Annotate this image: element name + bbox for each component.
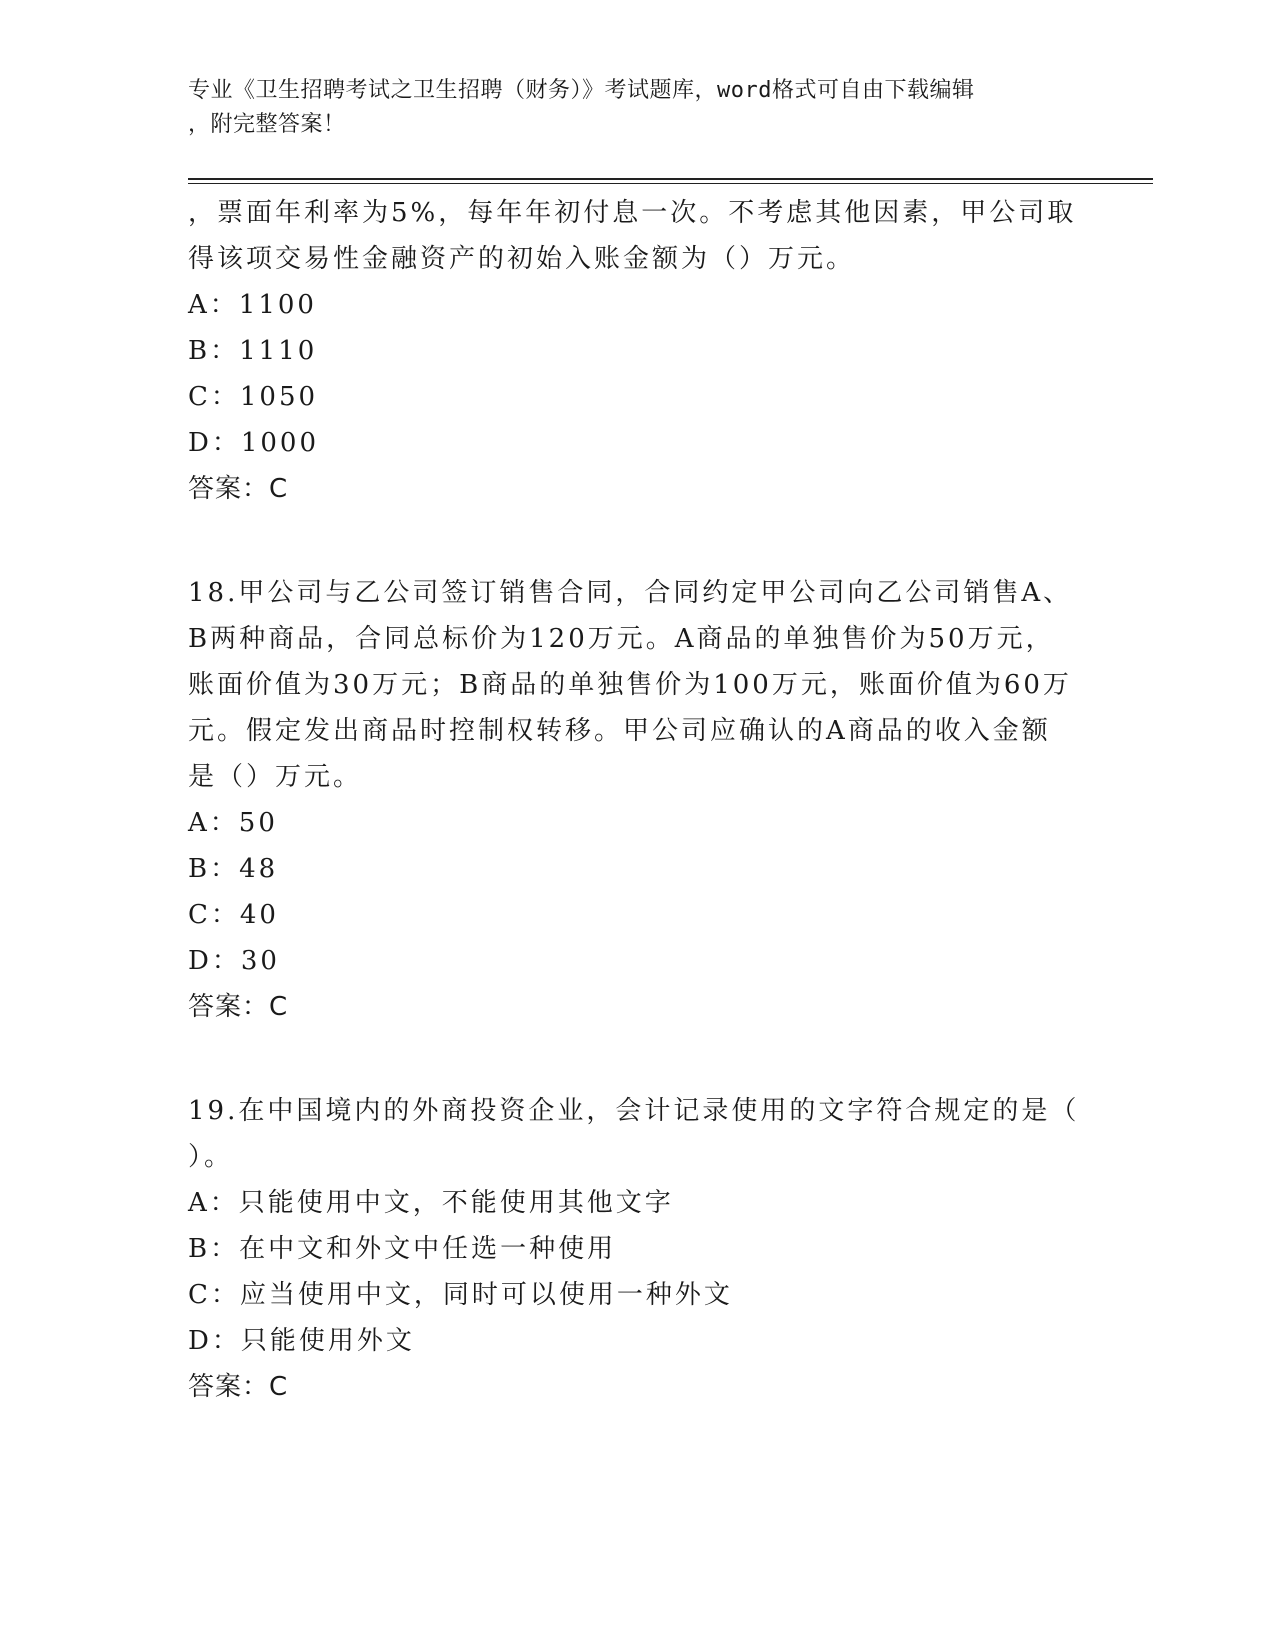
option-b: B：在中文和外文中任选一种使用 bbox=[188, 1234, 617, 1264]
option-d: D：只能使用外文 bbox=[188, 1326, 415, 1356]
answer-line: 答案：C bbox=[188, 992, 289, 1022]
option-c: C：1050 bbox=[188, 382, 319, 412]
option-a: A：1100 bbox=[188, 290, 317, 320]
document-header: 专业《卫生招聘考试之卫生招聘（财务）》考试题库，word格式可自由下载编辑 ，附完整答案！ bbox=[188, 78, 975, 137]
question-item bbox=[188, 1088, 1088, 1410]
question-text-line: 账面价值为30万元；B商品的单独售价为100万元，账面价值为60万 bbox=[188, 670, 1072, 700]
option-d: D：30 bbox=[188, 946, 280, 976]
option-d: D：1000 bbox=[188, 428, 320, 458]
question-text-line: 是（）万元。 bbox=[188, 762, 363, 792]
question-text-line: B两种商品，合同总标价为120万元。A商品的单独售价为50万元， bbox=[188, 624, 1055, 654]
question-text-line: 19.在中国境内的外商投资企业，会计记录使用的文字符合规定的是（ bbox=[188, 1096, 1080, 1126]
answer-line: 答案：C bbox=[188, 474, 289, 504]
question-text-line: 得该项交易性金融资产的初始入账金额为（）万元。 bbox=[188, 244, 856, 274]
question-text-line: 18.甲公司与乙公司签订销售合同，合同约定甲公司向乙公司销售A、 bbox=[188, 578, 1073, 608]
question-text-line: ）。 bbox=[188, 1142, 234, 1172]
header-divider-thin bbox=[188, 183, 1153, 184]
question-item bbox=[188, 190, 1088, 512]
header-divider-thick bbox=[188, 178, 1153, 180]
answer-line: 答案：C bbox=[188, 1372, 289, 1402]
option-a: A：50 bbox=[188, 808, 278, 838]
question-spacer bbox=[188, 512, 1088, 570]
option-b: B：1110 bbox=[188, 336, 318, 366]
question-text-line: 元。假定发出商品时控制权转移。甲公司应确认的A商品的收入金额 bbox=[188, 716, 1051, 746]
option-c: C：应当使用中文，同时可以使用一种外文 bbox=[188, 1280, 733, 1310]
option-a: A：只能使用中文，不能使用其他文字 bbox=[188, 1188, 674, 1218]
question-text-line: ，票面年利率为5%，每年年初付息一次。不考虑其他因素，甲公司取 bbox=[188, 198, 1077, 228]
option-c: C：40 bbox=[188, 900, 279, 930]
question-item bbox=[188, 570, 1088, 1030]
question-list bbox=[188, 190, 1088, 1410]
question-spacer bbox=[188, 1030, 1088, 1088]
option-b: B：48 bbox=[188, 854, 279, 884]
